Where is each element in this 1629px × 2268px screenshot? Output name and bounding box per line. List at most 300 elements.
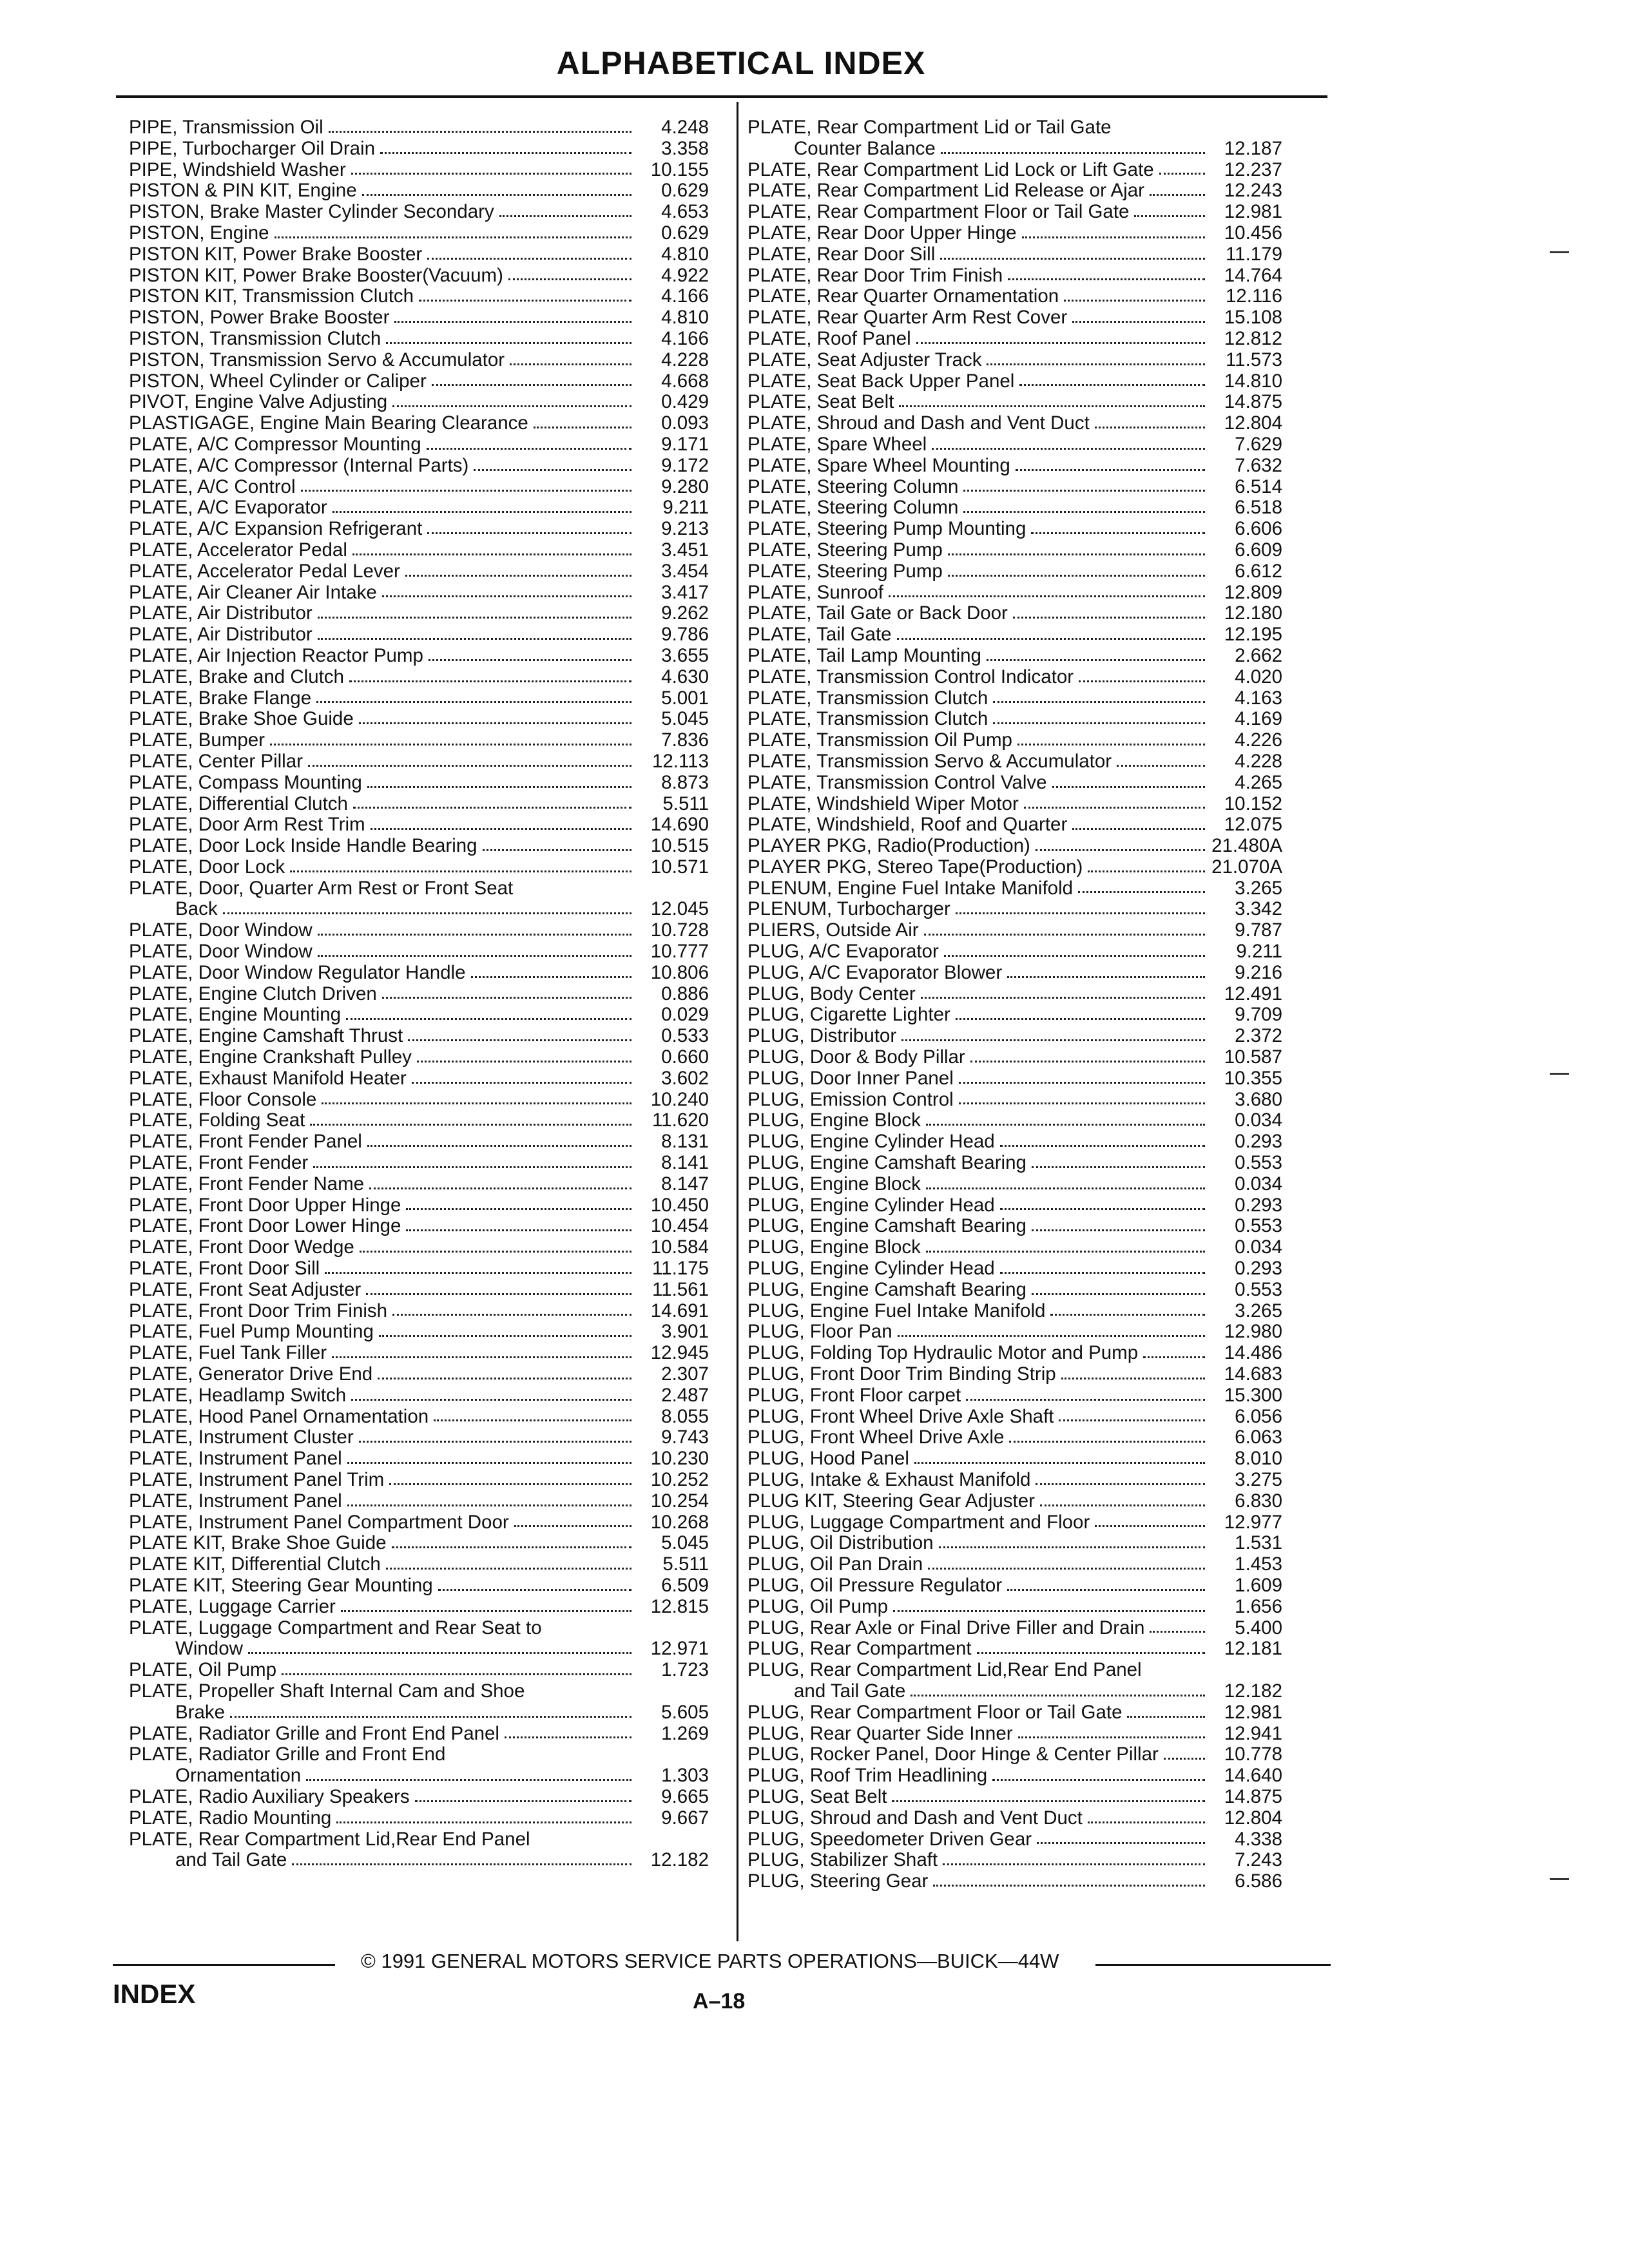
dot-leader: [405, 575, 631, 577]
dot-leader: [1000, 1208, 1205, 1210]
entry-section-number: 14.690: [650, 814, 709, 836]
entry-section-number: 10.587: [1224, 1046, 1282, 1068]
dot-leader: [1064, 300, 1205, 302]
dot-leader: [987, 363, 1205, 365]
dot-leader: [898, 1335, 1205, 1337]
entry-label: PLUG, Engine Block: [747, 1173, 921, 1195]
entry-section-number: 3.680: [1235, 1088, 1282, 1110]
entry-label: PISTON KIT, Power Brake Booster: [129, 243, 423, 265]
dot-leader: [892, 1800, 1205, 1802]
entry-label: PLATE, Door Window: [129, 941, 313, 963]
entry-label: PIPE, Windshield Washer: [129, 159, 346, 180]
entry-label: PLATE, Transmission Clutch: [747, 687, 988, 709]
entry-section-number: 3.265: [1235, 877, 1282, 899]
index-entry: [129, 1153, 709, 1174]
dot-leader: [325, 1272, 631, 1274]
entry-label: PLUG, Rear Compartment: [747, 1638, 972, 1660]
entry-label: PLUG, Engine Block: [747, 1110, 921, 1131]
entry-section-number: 1.656: [1235, 1595, 1282, 1617]
index-entry: [129, 1681, 709, 1702]
index-entry: [129, 814, 709, 836]
entry-section-number: 0.533: [661, 1025, 709, 1047]
entry-section-number: 9.172: [661, 454, 709, 476]
index-entry: [129, 1765, 709, 1787]
entry-label: Brake: [175, 1701, 226, 1723]
index-entry: [747, 477, 1282, 498]
index-entry: [129, 1618, 709, 1639]
index-entry: [747, 1321, 1282, 1343]
dot-leader: [386, 342, 631, 344]
index-entry: [129, 941, 709, 963]
entry-section-number: 10.515: [650, 835, 709, 857]
entry-section-number: 0.629: [661, 180, 709, 202]
dot-leader: [1032, 1166, 1205, 1168]
entry-section-number: 9.667: [661, 1807, 709, 1829]
entry-section-number: 12.182: [650, 1849, 709, 1871]
index-entry: [129, 1724, 709, 1745]
entry-section-number: 12.237: [1224, 159, 1282, 180]
entry-label: PLATE, Radio Mounting: [129, 1807, 332, 1829]
entry-section-number: 4.248: [661, 117, 709, 138]
entry-section-number: 0.034: [1235, 1236, 1282, 1258]
entry-section-number: 9.262: [661, 602, 709, 624]
index-entry: [747, 709, 1282, 730]
entry-label: PLATE, Transmission Servo & Accumulator: [747, 750, 1112, 772]
entry-section-number: 3.265: [1235, 1300, 1282, 1321]
dot-leader: [987, 659, 1205, 661]
index-entry: [747, 1765, 1282, 1787]
dot-leader: [347, 1504, 631, 1506]
dot-leader: [970, 1061, 1205, 1062]
entry-label: PLUG, Rear Quarter Side Inner: [747, 1722, 1013, 1744]
dot-leader: [911, 1695, 1205, 1696]
index-entry: [747, 1597, 1282, 1618]
index-entry: [129, 350, 709, 371]
index-entry: [129, 624, 709, 646]
index-entry: [747, 857, 1282, 878]
index-entry: [747, 350, 1282, 371]
dot-leader: [1052, 786, 1205, 788]
dot-leader: [292, 1863, 631, 1865]
entry-section-number: 9.787: [1235, 919, 1282, 941]
index-entry: [129, 1364, 709, 1385]
entry-label: PLUG, Front Door Trim Binding Strip: [747, 1363, 1056, 1385]
entry-label: PLATE, Front Seat Adjuster: [129, 1278, 361, 1300]
dot-leader: [1117, 765, 1205, 767]
index-entry: [747, 751, 1282, 773]
index-entry: [747, 1216, 1282, 1237]
index-entry: [129, 1575, 709, 1597]
entry-label: PLUG, Rear Compartment Lid,Rear End Panel: [747, 1659, 1142, 1681]
entry-section-number: 3.454: [661, 560, 709, 582]
dot-leader: [380, 152, 631, 154]
index-entry: [747, 1512, 1282, 1533]
dot-leader: [429, 659, 631, 661]
entry-section-number: 1.723: [661, 1659, 709, 1681]
dot-leader: [362, 194, 631, 196]
index-entry: [747, 814, 1282, 836]
entry-label: PLATE, Engine Clutch Driven: [129, 983, 377, 1004]
entry-label: PLATE KIT, Steering Gear Mounting: [129, 1574, 433, 1596]
index-entry: [129, 392, 709, 413]
entry-section-number: 7.836: [661, 729, 709, 751]
entry-label: PISTON, Engine: [129, 222, 269, 244]
entry-section-number: 10.584: [650, 1236, 709, 1258]
dot-leader: [316, 701, 631, 703]
entry-label: PLUG, Engine Block: [747, 1236, 921, 1258]
entry-section-number: 8.010: [1235, 1448, 1282, 1470]
entry-label: PIPE, Turbocharger Oil Drain: [129, 137, 376, 159]
entry-section-number: 9.211: [662, 497, 709, 519]
dot-leader: [943, 1863, 1205, 1865]
index-entry: [129, 1512, 709, 1533]
margin-tick-mark: [1550, 251, 1569, 253]
entry-label: PLUG, Cigarette Lighter: [747, 1004, 950, 1026]
entry-label: PLAYER PKG, Radio(Production): [747, 835, 1030, 857]
entry-label: PLATE, Center Pillar: [129, 750, 303, 772]
entry-label: PLUG, Engine Camshaft Bearing: [747, 1152, 1027, 1174]
entry-section-number: 8.055: [661, 1405, 709, 1427]
entry-section-number: 3.655: [661, 644, 709, 666]
entry-label: PLUG, Front Wheel Drive Axle Shaft: [747, 1405, 1054, 1427]
entry-section-number: 3.275: [1235, 1469, 1282, 1490]
entry-section-number: 8.141: [661, 1152, 709, 1174]
entry-section-number: 10.252: [650, 1469, 709, 1490]
entry-label: PLATE, Generator Drive End: [129, 1363, 373, 1385]
index-entry: [129, 1470, 709, 1491]
entry-label: PLATE, Accelerator Pedal: [129, 539, 347, 561]
entry-section-number: 0.660: [661, 1046, 709, 1068]
entry-label: PLATE, Rear Compartment Lid or Tail Gate: [747, 117, 1112, 138]
entry-label: PLATE KIT, Differential Clutch: [129, 1553, 381, 1575]
index-entry: [747, 519, 1282, 540]
index-entry: [747, 1343, 1282, 1364]
index-entry: [747, 1026, 1282, 1047]
index-entry: [747, 1533, 1282, 1554]
entry-section-number: 10.728: [650, 919, 709, 941]
entry-label: PISTON, Transmission Clutch: [129, 327, 381, 349]
entry-label: PIVOT, Engine Valve Adjusting: [129, 391, 388, 413]
index-entry: [129, 1787, 709, 1808]
index-entry: [747, 1004, 1282, 1026]
dot-leader: [1164, 1758, 1205, 1760]
dot-leader: [336, 1821, 631, 1823]
index-entry: [747, 920, 1282, 941]
entry-label: PLATE, Seat Adjuster Track: [747, 349, 982, 370]
dot-leader: [963, 490, 1205, 492]
index-entry: [747, 1301, 1282, 1322]
index-entry: [129, 1090, 709, 1111]
entry-label: PLATE, Floor Console: [129, 1088, 317, 1110]
entry-section-number: 0.629: [661, 222, 709, 244]
entry-section-number: 2.487: [661, 1384, 709, 1406]
margin-tick-mark: [1550, 1073, 1569, 1075]
entry-label: PLUG, Seat Belt: [747, 1785, 887, 1807]
index-entry: [129, 688, 709, 709]
footer-rule-right: [1095, 1964, 1331, 1966]
dot-leader: [438, 1589, 631, 1591]
index-entry: [129, 1597, 709, 1618]
index-entry: [129, 497, 709, 519]
dot-leader: [308, 765, 631, 767]
entry-section-number: 0.293: [1235, 1258, 1282, 1280]
entry-label: PLUG, Engine Cylinder Head: [747, 1194, 995, 1216]
index-entry: [747, 878, 1282, 899]
index-entry: [129, 1702, 709, 1724]
entry-label: PLATE, Steering Column: [747, 476, 959, 497]
index-entry: [129, 371, 709, 392]
index-entry: [129, 1216, 709, 1237]
index-entry: [747, 1280, 1282, 1301]
entry-label: PISTON, Wheel Cylinder or Caliper: [129, 370, 427, 392]
index-entry: [129, 1427, 709, 1448]
index-entry: [129, 1448, 709, 1470]
entry-label: PLUG, Engine Fuel Intake Manifold: [747, 1300, 1046, 1321]
entry-section-number: 5.045: [661, 708, 709, 730]
entry-label: PLATE, Rear Compartment Lid Release or Ajar: [747, 180, 1144, 202]
index-entry: [129, 878, 709, 899]
dot-leader: [313, 1166, 631, 1168]
dot-leader: [392, 1314, 631, 1316]
index-entry: [129, 794, 709, 815]
dot-leader: [332, 1356, 631, 1358]
index-entry: [747, 413, 1282, 434]
footer-copyright: © 1991 GENERAL MOTORS SERVICE PARTS OPERATIONS—BUICK—44W: [361, 1950, 1059, 1972]
entry-label: PLATE, Transmission Control Indicator: [747, 666, 1074, 687]
entry-section-number: 10.268: [650, 1511, 709, 1533]
entry-section-number: 4.228: [1235, 750, 1282, 772]
dot-leader: [392, 1546, 631, 1548]
dot-leader: [347, 1462, 631, 1464]
dot-leader: [366, 1293, 631, 1295]
entry-section-number: 12.804: [1224, 1807, 1282, 1829]
entry-section-number: 14.486: [1224, 1342, 1282, 1364]
index-entry: [747, 1554, 1282, 1575]
entry-label: PLATE, Door Window Regulator Handle: [129, 961, 466, 983]
index-entry: [129, 730, 709, 751]
index-entry: [747, 1110, 1282, 1131]
index-entry: [747, 1660, 1282, 1681]
entry-section-number: 0.886: [661, 983, 709, 1004]
index-entry: [747, 265, 1282, 287]
entry-section-number: 10.240: [650, 1088, 709, 1110]
index-entry: [129, 1808, 709, 1829]
index-entry: [747, 1131, 1282, 1153]
dot-leader: [499, 215, 631, 217]
entry-section-number: 6.606: [1235, 518, 1282, 540]
dot-leader: [514, 1525, 631, 1527]
index-entry: [747, 1829, 1282, 1850]
index-entry: [129, 1491, 709, 1512]
entry-section-number: 3.602: [661, 1067, 709, 1089]
entry-label: Counter Balance: [794, 137, 936, 159]
dot-leader: [379, 1335, 631, 1337]
index-entry: [747, 223, 1282, 244]
entry-label: PLATE, Fuel Tank Filler: [129, 1342, 327, 1364]
dot-leader: [1078, 891, 1205, 893]
entry-section-number: 0.034: [1235, 1173, 1282, 1195]
dot-leader: [897, 638, 1205, 640]
index-entry: [129, 139, 709, 160]
dot-leader: [408, 1039, 631, 1041]
entry-section-number: 6.509: [661, 1574, 709, 1596]
dot-leader: [367, 786, 631, 788]
index-entry: [129, 751, 709, 773]
index-entry: [747, 1850, 1282, 1871]
dot-leader: [1134, 215, 1205, 217]
index-entry: [747, 1470, 1282, 1491]
index-entry: [129, 519, 709, 540]
index-entry: [747, 1047, 1282, 1068]
index-entry: [129, 456, 709, 477]
index-entry: [129, 1660, 709, 1681]
entry-section-number: 4.338: [1235, 1828, 1282, 1850]
entry-section-number: 4.169: [1235, 708, 1282, 730]
index-entry: [747, 1090, 1282, 1111]
entry-label: PLATE, Air Injection Reactor Pump: [129, 644, 423, 666]
entry-section-number: 8.147: [661, 1173, 709, 1195]
dot-leader: [1017, 744, 1205, 745]
entry-section-number: 4.810: [661, 307, 709, 329]
entry-label: PLATE, Rear Compartment Floor or Tail Gate: [747, 201, 1130, 223]
entry-label: PLATE, Transmission Control Valve: [747, 771, 1047, 793]
entry-label: PLATE, Windshield Wiper Motor: [747, 793, 1019, 814]
entry-label: PLUG, Oil Pan Drain: [747, 1553, 923, 1575]
dot-leader: [318, 617, 631, 619]
entry-section-number: 3.417: [661, 581, 709, 603]
entry-section-number: 12.187: [1224, 137, 1282, 159]
index-entry: [747, 497, 1282, 519]
index-entry: [129, 1407, 709, 1428]
entry-label: PLATE, Rear Door Sill: [747, 243, 936, 265]
dot-leader: [432, 384, 631, 386]
index-entry: [747, 1744, 1282, 1765]
entry-section-number: 3.342: [1235, 898, 1282, 920]
entry-label: and Tail Gate: [794, 1680, 906, 1702]
dot-leader: [956, 1018, 1205, 1020]
entry-label: PLUG, Oil Pump: [747, 1595, 889, 1617]
entry-section-number: 4.228: [661, 349, 709, 370]
index-entry: [129, 1639, 709, 1660]
entry-section-number: 9.786: [661, 624, 709, 646]
entry-label: PLATE, Windshield, Roof and Quarter: [747, 814, 1068, 836]
entry-label: PLATE, Steering Pump: [747, 560, 943, 582]
dot-leader: [944, 955, 1205, 957]
entry-label: Back: [175, 898, 218, 920]
entry-label: PLATE, Brake and Clutch: [129, 666, 344, 687]
index-entry: [129, 1744, 709, 1765]
entry-section-number: 4.668: [661, 370, 709, 392]
entry-label: PLENUM, Turbocharger: [747, 898, 950, 920]
dot-leader: [369, 1187, 631, 1189]
index-entry: [747, 1491, 1282, 1512]
entry-section-number: 12.180: [1224, 602, 1282, 624]
entry-section-number: 4.810: [661, 243, 709, 265]
entry-label: PLATE, A/C Evaporator: [129, 497, 327, 519]
index-entry: [129, 413, 709, 434]
index-entry: [129, 1829, 709, 1850]
index-entry: [747, 730, 1282, 751]
entry-section-number: 6.830: [1235, 1490, 1282, 1512]
entry-label: PLUG, Oil Distribution: [747, 1532, 934, 1554]
dot-leader: [916, 342, 1205, 344]
entry-section-number: 6.056: [1235, 1405, 1282, 1427]
entry-section-number: 5.511: [662, 793, 709, 814]
dot-leader: [1095, 1525, 1205, 1527]
index-entry: [129, 329, 709, 350]
entry-label: PLASTIGAGE, Engine Main Bearing Clearance: [129, 412, 528, 434]
dot-leader: [329, 131, 631, 133]
index-column-right: [747, 117, 1282, 1892]
dot-leader: [1008, 278, 1205, 280]
entry-label: PLATE, A/C Compressor (Internal Parts): [129, 454, 469, 476]
dot-leader: [1050, 1314, 1205, 1316]
dot-leader: [378, 1378, 631, 1379]
entry-section-number: 11.620: [651, 1110, 709, 1131]
entry-section-number: 1.269: [661, 1722, 709, 1744]
dot-leader: [346, 1018, 631, 1020]
dot-leader: [275, 236, 631, 238]
page-number: A–18: [693, 1989, 746, 2013]
entry-section-number: 10.456: [1224, 222, 1282, 244]
entry-section-number: 9.743: [661, 1427, 709, 1448]
entry-section-number: 4.922: [661, 264, 709, 286]
entry-label: PLATE, Front Fender: [129, 1152, 309, 1174]
dot-leader: [270, 744, 631, 745]
dot-leader: [948, 553, 1205, 555]
entry-label: PLATE, Rear Door Trim Finish: [747, 264, 1003, 286]
entry-label: PLATE, Propeller Shaft Internal Cam and Shoe: [129, 1680, 525, 1702]
entry-section-number: 1.303: [661, 1765, 709, 1787]
index-entry: [747, 561, 1282, 582]
index-entry: [747, 1575, 1282, 1597]
entry-section-number: 15.300: [1224, 1384, 1282, 1406]
entry-section-number: 1.531: [1235, 1532, 1282, 1554]
entry-label: PLATE, Steering Column: [747, 497, 959, 519]
entry-label: PLATE, Headlamp Switch: [129, 1384, 347, 1406]
dot-leader: [956, 912, 1205, 914]
dot-leader: [359, 1441, 631, 1443]
entry-section-number: 14.875: [1224, 391, 1282, 413]
dot-leader: [371, 828, 631, 830]
dot-leader: [993, 722, 1205, 724]
entry-section-number: 6.609: [1235, 539, 1282, 561]
dot-leader: [1032, 1293, 1205, 1295]
entry-section-number: 12.971: [650, 1638, 709, 1660]
entry-label: PLATE, Bumper: [129, 729, 265, 751]
entry-label: PLUG, Hood Panel: [747, 1448, 909, 1470]
entry-section-number: 15.108: [1224, 307, 1282, 329]
entry-section-number: 14.683: [1224, 1363, 1282, 1385]
entry-label: PLUG, Intake & Exhaust Manifold: [747, 1469, 1031, 1490]
entry-label: PLATE, Front Door Sill: [129, 1258, 320, 1280]
entry-section-number: 7.629: [1235, 433, 1282, 455]
entry-label: PLATE, Front Fender Name: [129, 1173, 365, 1195]
index-entry: [129, 202, 709, 223]
footer-section-label: INDEX: [113, 1979, 196, 2009]
dot-leader: [359, 722, 631, 724]
entry-label: PIPE, Transmission Oil: [129, 117, 323, 138]
entry-section-number: 4.166: [661, 285, 709, 307]
dot-leader: [959, 1102, 1205, 1104]
entry-section-number: 1.453: [1235, 1553, 1282, 1575]
dot-leader: [1024, 807, 1205, 809]
entry-label: PLATE, Door Arm Rest Trim: [129, 814, 365, 836]
index-entry: [129, 265, 709, 287]
dot-leader: [349, 680, 631, 682]
index-entry: [747, 1427, 1282, 1448]
index-entry: [129, 1301, 709, 1322]
